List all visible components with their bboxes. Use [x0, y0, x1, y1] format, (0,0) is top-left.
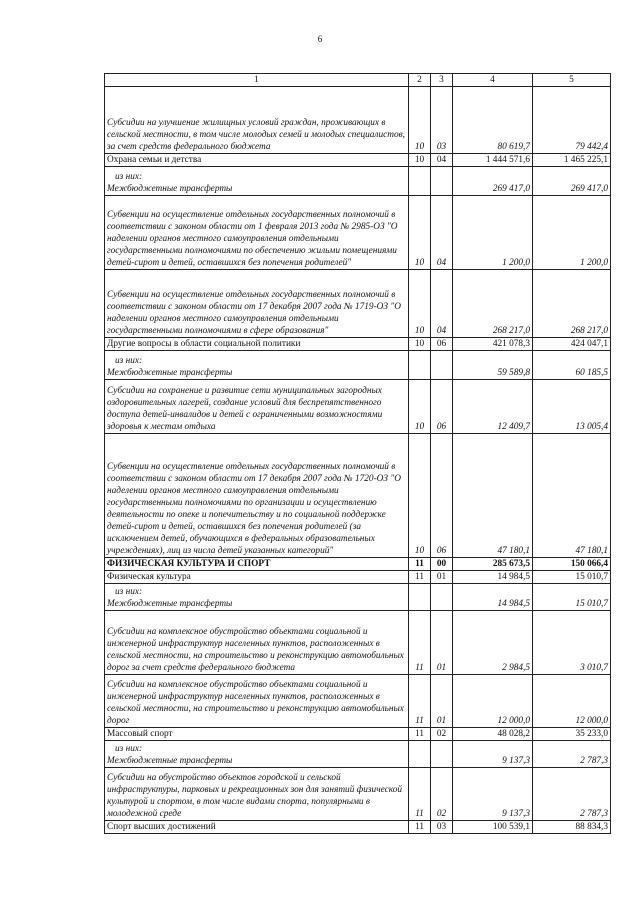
value-year-1: 9 137,3	[453, 768, 533, 821]
section-code: 10	[409, 380, 431, 434]
value-year-2: 1 200,0	[533, 196, 611, 270]
value-year-2: 268 217,0	[533, 270, 611, 338]
subsection-code: 01	[431, 571, 453, 584]
subsection-code: 00	[431, 558, 453, 571]
row-label	[105, 351, 409, 380]
subsection-code: 06	[431, 434, 453, 558]
subsection-code: 01	[431, 675, 453, 728]
value-year-2: 15 010,7	[533, 584, 611, 611]
section-code	[409, 351, 431, 380]
header-cell: 5	[533, 74, 611, 87]
section-code: 11	[409, 821, 431, 834]
subsection-code: 06	[431, 338, 453, 351]
subsection-code: 03	[431, 87, 453, 154]
of-which-label: из них:	[115, 356, 143, 366]
table-row	[105, 584, 611, 611]
row-label: Субсидии на улучшение жилищных условий граждан, проживающих в сельской местности, в том числе молодых семей и молодых специалистов, за счет средств федерального бюджета	[105, 87, 409, 154]
row-label: Спорт высших достижений	[105, 821, 409, 834]
table-row	[105, 434, 611, 558]
section-code: 11	[409, 675, 431, 728]
value-year-2: 150 066,4	[533, 558, 611, 571]
subsection-code: 06	[431, 380, 453, 434]
table-row	[105, 270, 611, 338]
section-code: 10	[409, 196, 431, 270]
table-row	[105, 154, 611, 167]
transfers-label: Межбюджетные трансферты	[107, 599, 233, 609]
value-year-1: 12 409,7	[453, 380, 533, 434]
section-code: 11	[409, 728, 431, 741]
value-year-1: 80 619,7	[453, 87, 533, 154]
subsection-code: 04	[431, 270, 453, 338]
value-year-1: 2 984,5	[453, 611, 533, 675]
row-label: Другие вопросы в области социальной политики	[105, 338, 409, 351]
value-year-2: 424 047,1	[533, 338, 611, 351]
value-year-1: 14 984,5	[453, 584, 533, 611]
transfers-label: Межбюджетные трансферты	[107, 756, 233, 766]
row-label: Субвенции на осуществление отдельных государственных полномочий в соответствии с законом области от 17 декабря 2007 года № 1720-ОЗ "О наделении органов местного самоуправления отдельными государственными полномочиями по организации и осуществлению деятельности по опеке и попечительству и по социальной поддержке детей-сирот и детей, оставшихся без попечения родителей (за исключением детей, обучающихся в федеральных образовательных учреждениях), лиц из числа детей указанных категорий"	[105, 434, 409, 558]
value-year-2: 60 185,5	[533, 351, 611, 380]
section-code: 11	[409, 768, 431, 821]
section-code	[409, 584, 431, 611]
header-cell: 4	[453, 74, 533, 87]
value-year-1: 47 180,1	[453, 434, 533, 558]
value-year-1: 9 137,3	[453, 741, 533, 768]
row-label	[105, 741, 409, 768]
table-row	[105, 821, 611, 834]
subsection-code: 04	[431, 196, 453, 270]
subsection-code	[431, 741, 453, 768]
subsection-code	[431, 584, 453, 611]
value-year-1: 48 028,2	[453, 728, 533, 741]
section-code: 11	[409, 558, 431, 571]
table-row	[105, 196, 611, 270]
section-code: 11	[409, 571, 431, 584]
header-cell: 1	[105, 74, 409, 87]
section-code: 10	[409, 154, 431, 167]
table-header-row	[105, 74, 611, 87]
row-label: Массовый спорт	[105, 728, 409, 741]
value-year-2: 2 787,3	[533, 741, 611, 768]
of-which-label: из них:	[115, 587, 143, 597]
subsection-code	[431, 351, 453, 380]
row-label: Физическая культура	[105, 571, 409, 584]
row-label: Субсидии на комплексное обустройство объектами социальной и инженерной инфраструктур населенных пунктов, расположенных в сельской местности, на строительство и реконструкцию автомобильных дорог	[105, 675, 409, 728]
row-label: Субвенции на осуществление отдельных государственных полномочий в соответствии с законом области от 1 февраля 2013 года № 2985-ОЗ "О наделении органов местного самоуправления отдельными государственными полномочиями по обеспечению жильми помещениями детей-сирот и детей, оставшихся без попечения родителей"	[105, 196, 409, 270]
value-year-1: 59 589,8	[453, 351, 533, 380]
value-year-2: 3 010,7	[533, 611, 611, 675]
of-which-label: из них:	[115, 172, 143, 182]
value-year-1: 14 984,5	[453, 571, 533, 584]
row-label	[105, 167, 409, 196]
value-year-2: 47 180,1	[533, 434, 611, 558]
section-code: 10	[409, 270, 431, 338]
header-cell: 3	[431, 74, 453, 87]
subsection-code	[431, 167, 453, 196]
table-row	[105, 380, 611, 434]
transfers-label: Межбюджетные трансферты	[107, 184, 233, 194]
subsection-code: 02	[431, 768, 453, 821]
table-row	[105, 768, 611, 821]
table-row	[105, 741, 611, 768]
row-label: ФИЗИЧЕСКАЯ КУЛЬТУРА И СПОРТ	[105, 558, 409, 571]
value-year-1: 285 673,5	[453, 558, 533, 571]
value-year-1: 12 000,0	[453, 675, 533, 728]
table-row	[105, 571, 611, 584]
value-year-1: 1 444 571,6	[453, 154, 533, 167]
row-label: Субсидии на обустройство объектов городской и сельской инфраструктуры, парковых и рекреационных зон для занятий физической культурой и спортом, в том числе видами спорта, популярными в молодежной среде	[105, 768, 409, 821]
section-code	[409, 741, 431, 768]
value-year-1: 1 200,0	[453, 196, 533, 270]
transfers-label: Межбюджетные трансферты	[107, 368, 233, 378]
value-year-1: 100 539,1	[453, 821, 533, 834]
table-row	[105, 351, 611, 380]
header-cell: 2	[409, 74, 431, 87]
row-label	[105, 584, 409, 611]
value-year-1: 421 078,3	[453, 338, 533, 351]
value-year-2: 88 834,3	[533, 821, 611, 834]
value-year-2: 2 787,3	[533, 768, 611, 821]
section-code: 11	[409, 611, 431, 675]
value-year-2: 13 005,4	[533, 380, 611, 434]
table-row	[105, 728, 611, 741]
table-row	[105, 87, 611, 154]
section-code: 10	[409, 434, 431, 558]
value-year-2: 35 233,0	[533, 728, 611, 741]
table-row	[105, 675, 611, 728]
section-code	[409, 167, 431, 196]
table-row	[105, 558, 611, 571]
value-year-2: 15 010,7	[533, 571, 611, 584]
row-label: Субсидии на сохранение и развитие сети муниципальных загородных оздоровительных лагерей, создание условий для беспрепятственного доступа детей-инвалидов и детей с ограниченными возможностями здоровья к местам отдыха	[105, 380, 409, 434]
value-year-2: 79 442,4	[533, 87, 611, 154]
row-label: Субвенции на осуществление отдельных государственных полномочий в соответствии с законом области от 17 декабря 2007 года № 1719-ОЗ "О наделении органов местного самоуправления отдельными государственными полномочиями в сфере образования"	[105, 270, 409, 338]
row-label: Охрана семьи и детства	[105, 154, 409, 167]
page-number: 6	[317, 34, 323, 44]
table-row	[105, 338, 611, 351]
value-year-2: 12 000,0	[533, 675, 611, 728]
subsection-code: 02	[431, 728, 453, 741]
value-year-1: 269 417,0	[453, 167, 533, 196]
subsection-code: 01	[431, 611, 453, 675]
budget-table	[104, 73, 611, 834]
section-code: 10	[409, 87, 431, 154]
row-label: Субсидии на комплексное обустройство объектами социальной и инженерной инфраструктур населенных пунктов, расположенных в сельской местности, на строительство и реконструкцию автомобильных дорог за счет средств федерального бюджета	[105, 611, 409, 675]
of-which-label: из них:	[115, 744, 143, 754]
subsection-code: 03	[431, 821, 453, 834]
section-code: 10	[409, 338, 431, 351]
value-year-1: 268 217,0	[453, 270, 533, 338]
value-year-2: 269 417,0	[533, 167, 611, 196]
table-row	[105, 167, 611, 196]
subsection-code: 04	[431, 154, 453, 167]
table-row	[105, 611, 611, 675]
value-year-2: 1 465 225,1	[533, 154, 611, 167]
